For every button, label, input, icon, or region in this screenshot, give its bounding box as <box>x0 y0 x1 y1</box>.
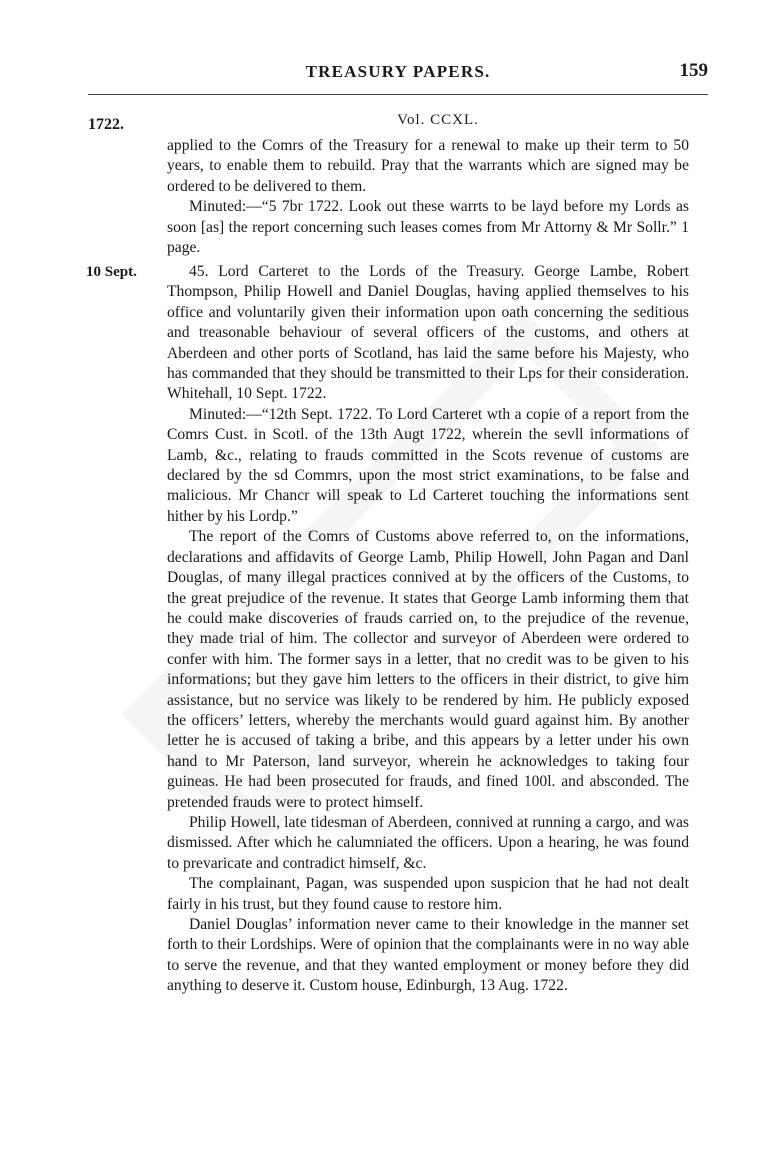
entry-douglas: Daniel Douglas’ information never came to their knowledge in the manner set forth to their Lordships. Were of opinion that the complainants were in no way able to serve the revenue, and that they wanted employment or money before they did anything to deserve it. Custom house, Edinburgh, 13 Aug. 1722. <box>167 916 689 995</box>
continuation-paragraph: applied to the Comrs of the Treasury for a renewal to make up their term to 50 years, to enable them to rebuild. Pray that the warrants which are signed may be ordered to be delivered to them. <box>167 137 689 195</box>
volume-label: Vol. CCXL. <box>397 112 479 128</box>
year-margin: 1722. <box>88 116 124 133</box>
volume-row <box>88 112 708 134</box>
entry-margin-date: 10 Sept. <box>86 264 137 280</box>
entry-minute: Minuted:—“12th Sept. 1722. To Lord Carteret wth a copie of a report from the Comrs Cust. in Scotl. of the 13th Augt 1722, wherein the sevll informations of Lamb, &c., relating to frauds committed in the Scots revenue of customs are declared by the sd Commrs, upon the most strict examinations, to be false and malicious. Mr Chancr will speak to Ld Carteret touching the informations sent hither by his Lordp.” <box>167 405 689 525</box>
running-head <box>88 62 708 92</box>
header-rule <box>88 94 708 95</box>
continuation-block <box>167 136 689 258</box>
running-title: TREASURY PAPERS. <box>305 62 491 81</box>
entry-paragraph: 45. Lord Carteret to the Lords of the Treasury. George Lambe, Robert Thompson, Philip Howell and Daniel Douglas, having applied themselves to his office and voluntarily given their information upon oath concerning the seditious and treasonable behaviour of several officers of the customs, and others at Aberdeen and other ports of Scotland, has laid the same before his Majesty, who has commanded that they should be transmitted to their Lps for their consideration. Whitehall, 10 Sept. 1722. <box>167 263 689 403</box>
continuation-minute: Minuted:—“5 7br 1722. Look out these warrts to be layd before my Lords as soon [as] the report concerning such leases comes from Mr Attorny & Mr Sollr.” 1 page. <box>167 198 689 257</box>
entry-howell: Philip Howell, late tidesman of Aberdeen, connived at running a cargo, and was dismissed. After which he calumniated the officers. Upon a hearing, he was found to prevaricate and contradict himself, &c. <box>167 813 689 872</box>
page-number: 159 <box>679 60 708 81</box>
entry-report: The report of the Comrs of Customs above referred to, on the informations, declarations and affidavits of George Lamb, Philip Howell, John Pagan and Danl Douglas, of many illegal practices connived at by the officers of the Customs, to the great prejudice of the revenue. It states that George Lamb informing them that he could make discoveries of frauds carried on, to the prejudice of the revenue, they made trial of him. The collector and surveyor of Aberdeen were ordered to confer with him. The former says in a letter, that no credit was to be given to his informations; but they gave him letters to the officers in their district, to give him assistance, but no service was likely to be rendered by him. He publicly exposed the officers’ letters, whereby the merchants would guard against him. By another letter he is accused of taking a bribe, and this appears by a letter under his own hand to Mr Paterson, land surveyor, wherein he acknowledges to taking four guineas. He had been prosecuted for frauds, and fined 100l. and absconded. The pretended frauds were to protect himself. <box>167 528 689 811</box>
entry-block <box>167 262 689 997</box>
entry-pagan: The complainant, Pagan, was suspended upon suspicion that he had not dealt fairly in his trust, but they found cause to restore him. <box>167 875 689 913</box>
